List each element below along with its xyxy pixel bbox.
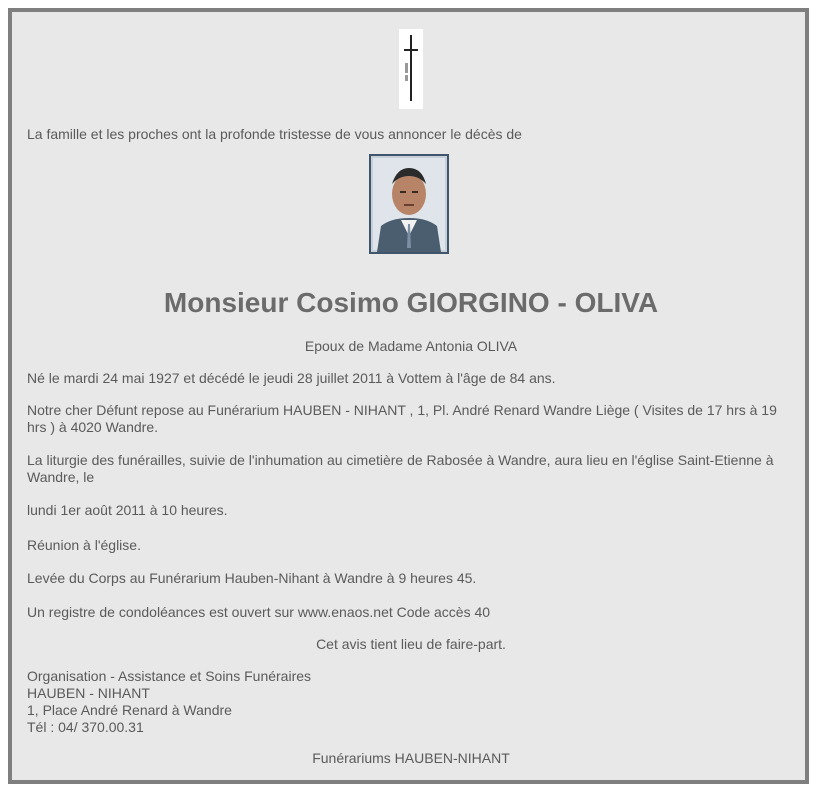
organisation-line-3: 1, Place André Renard à Wandre [27, 702, 232, 718]
footer-text: Funérariums HAUBEN-NIHANT [312, 750, 510, 766]
obituary-card [8, 8, 809, 784]
meeting-text: Réunion à l'église. [27, 537, 141, 553]
liturgy-text: La liturgie des funérailles, suivie de l'inhumation au cimetière de Rabosée à Wandre, aura lieu en l'église Saint-Etienne à Wandre, le [27, 452, 774, 485]
organisation-block [27, 668, 795, 736]
funeral-date-text: lundi 1er août 2011 à 10 heures. [27, 502, 228, 518]
body-lift-text: Levée du Corps au Funérarium Hauben-Nihant à Wandre à 9 heures 45. [27, 570, 477, 586]
condolence-register-text: Un registre de condoléances est ouvert sur www.enaos.net Code accès 40 [27, 604, 491, 620]
portrait-photo [369, 154, 449, 254]
organisation-line-1: Organisation - Assistance et Soins Funéraires [27, 668, 312, 684]
organisation-line-2: HAUBEN - NIHANT [27, 685, 150, 701]
deceased-name: Monsieur Cosimo GIORGINO - OLIVA [163, 287, 659, 318]
intro-text: La famille et les proches ont la profonde tristesse de vous annoncer le décès de [27, 126, 522, 142]
notice-text: Cet avis tient lieu de faire-part. [316, 636, 506, 652]
spouse-text: Epoux de Madame Antonia OLIVA [304, 338, 518, 354]
birth-death-text: Né le mardi 24 mai 1927 et décédé le jeudi 28 juillet 2011 à Vottem à l'âge de 84 ans. [27, 370, 556, 386]
rest-place-text: Notre cher Défunt repose au Funérarium HAUBEN - NIHANT , 1, Pl. André Renard Wandre Liège ( Visites de 17 hrs à 19 hrs ) à 4020 Wandre. [27, 402, 777, 435]
cross-icon [399, 29, 423, 109]
organisation-phone: Tél : 04/ 370.00.31 [27, 719, 144, 735]
